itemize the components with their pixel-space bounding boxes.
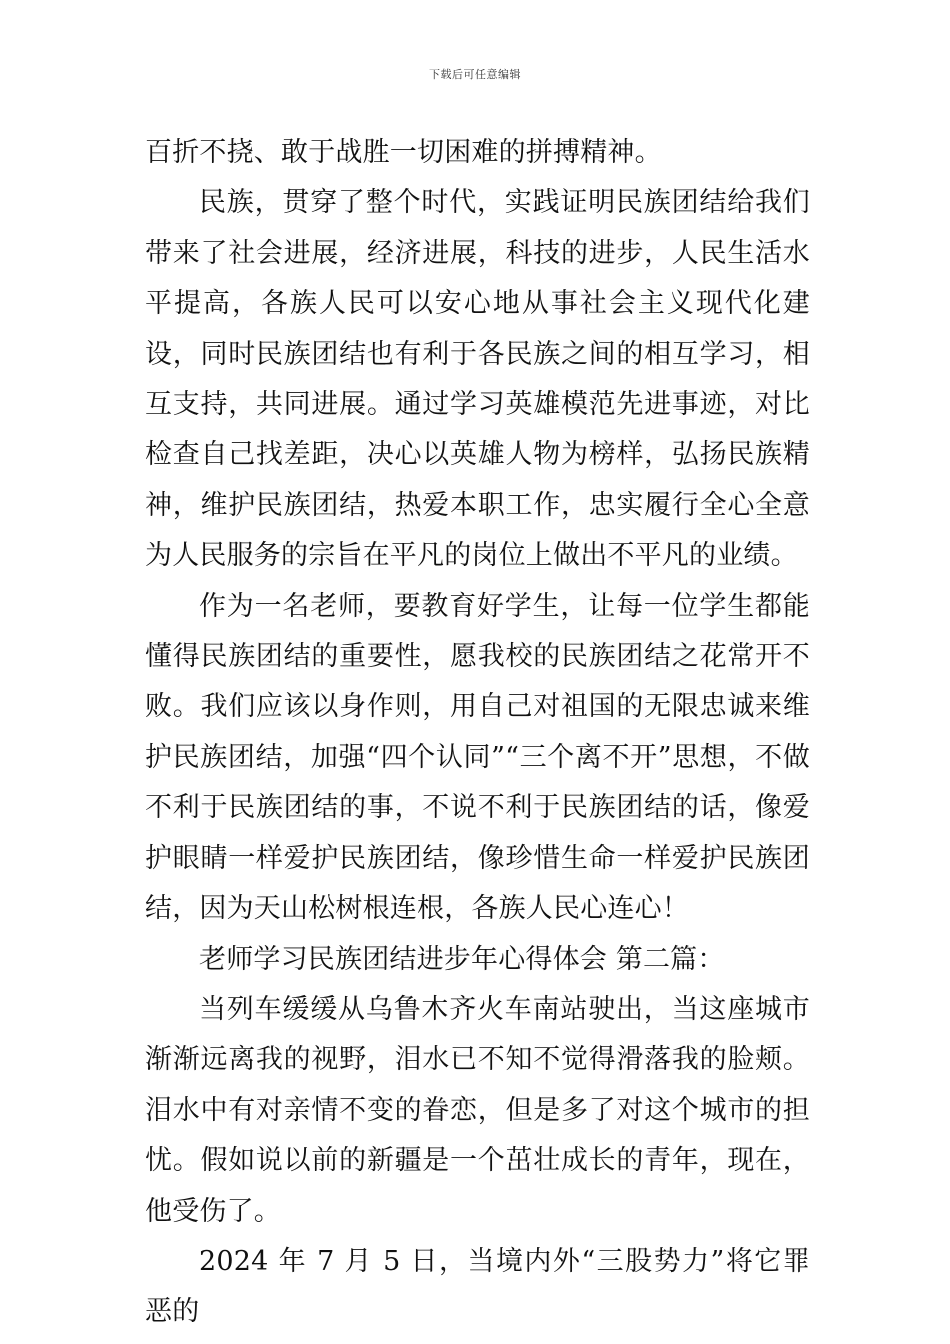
- paragraph-4: 当列车缓缓从乌鲁木齐火车南站驶出，当这座城市渐渐远离我的视野，泪水已不知不觉得滑落我的脸颊。泪水中有对亲情不变的眷恋，但是多了对这个城市的担忧。假如说以前的新疆是一个茁壮成长的青年，现在，他受伤了。: [145, 993, 810, 1227]
- paragraph-5: 2024 年 7 月 5 日，当境内外“三股势力”将它罪恶的: [145, 1245, 810, 1328]
- paragraph-1: 百折不挠、敢于战胜一切困难的拼搏精神。: [145, 137, 662, 168]
- paragraph-3: 作为一名老师，要教育好学生，让每一位学生都能懂得民族团结的重要性，愿我校的民族团结之花常开不败。我们应该以身作则，用自己对祖国的无限忠诚来维护民族团结，加强“四个认同”“三个离不开”思想，不做不利于民族团结的事，不说不利于民族团结的话，像爱护眼睛一样爱护民族团结，像珍惜生命一样爱护民族团结，因为天山松树根连根，各族人民心连心！: [145, 590, 810, 925]
- document-body: [145, 128, 810, 1338]
- page-header-note: 下载后可任意编辑: [429, 68, 521, 81]
- section-heading: 老师学习民族团结进步年心得体会 第二篇：: [199, 943, 725, 975]
- paragraph-2: 民族，贯穿了整个时代，实践证明民族团结给我们带来了社会进展，经济进展，科技的进步，人民生活水平提高，各族人民可以安心地从事社会主义现代化建设，同时民族团结也有利于各民族之间的相互学习，相互支持，共同进展。通过学习英雄模范先进事迹，对比检查自己找差距，决心以英雄人物为榜样，弘扬民族精神，维护民族团结，热爱本职工作，忠实履行全心全意为人民服务的宗旨在平凡的岗位上做出不平凡的业绩。: [145, 187, 810, 572]
